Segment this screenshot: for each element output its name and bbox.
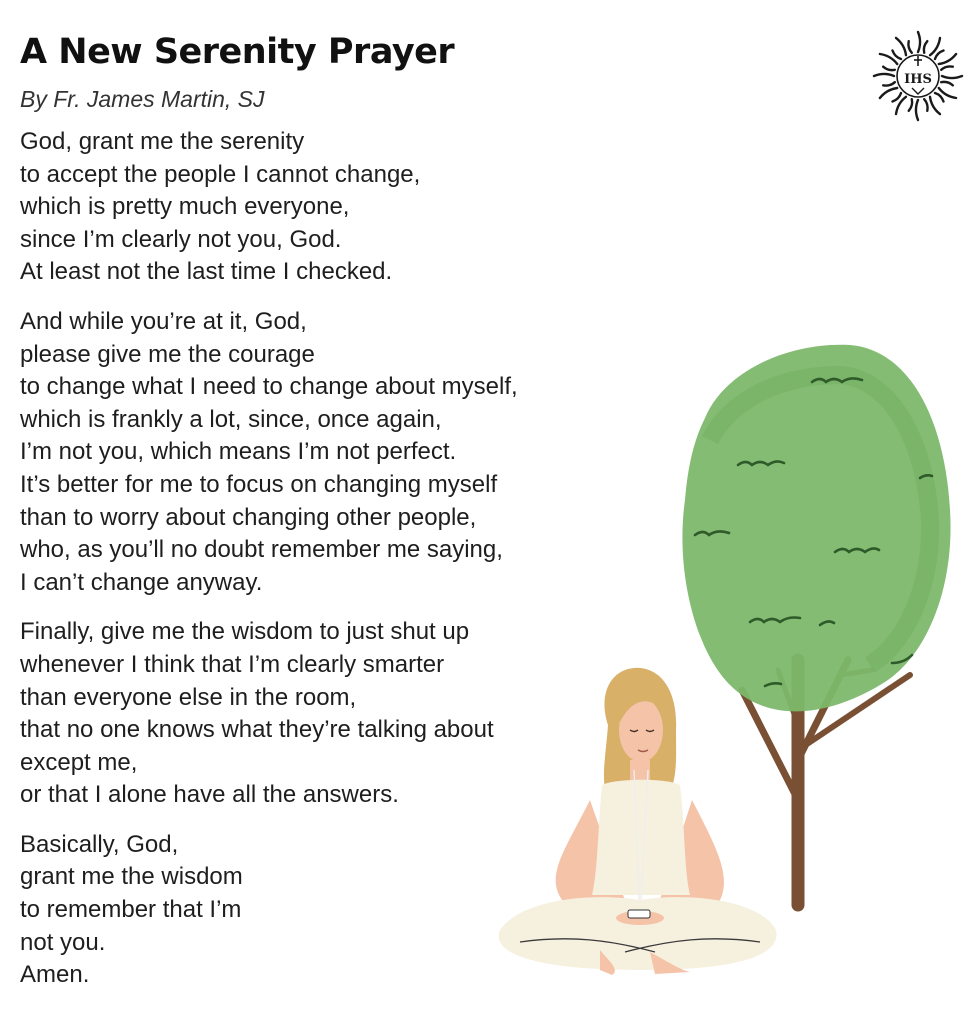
poem-line: to accept the people I cannot change, [20, 160, 421, 188]
poem-line: to change what I need to change about myself, [20, 373, 518, 401]
poem-line: who, as you’ll no doubt remember me saying, [20, 536, 503, 564]
poem-line: than everyone else in the room, [20, 683, 357, 711]
poem-line: I’m not you, which means I’m not perfect. [20, 438, 457, 466]
poem-line: than to worry about changing other people, [20, 503, 477, 531]
poem-line: God, grant me the serenity [20, 128, 305, 155]
poem-line: I can’t change anyway. [20, 568, 263, 596]
poem-line: Amen. [20, 961, 90, 989]
stanza-1 [20, 126, 518, 289]
poem-line: whenever I think that I’m clearly smarter [20, 650, 445, 678]
stanza-3 [20, 616, 518, 812]
byline: By Fr. James Martin, SJ [20, 86, 265, 112]
page-title: A New Serenity Prayer [20, 32, 455, 72]
poem-line: Finally, give me the wisdom to just shut up [20, 618, 470, 646]
poem-line: not you. [20, 928, 106, 956]
tree-icon [682, 345, 950, 905]
poem [20, 126, 518, 1009]
poem-line: since I’m clearly not you, God. [20, 225, 342, 253]
poem-line: or that I alone have all the answers. [20, 781, 399, 809]
poem-line: that no one knows what they’re talking about [20, 716, 494, 744]
poem-line: to remember that I’m [20, 896, 242, 924]
poem-line: which is frankly a lot, since, once again, [20, 405, 442, 433]
poem-line: grant me the wisdom [20, 863, 243, 891]
poem-line: which is pretty much everyone, [20, 193, 350, 221]
meditating-woman-icon [499, 668, 777, 975]
meditation-illustration [480, 330, 975, 1020]
stanza-2 [20, 306, 518, 599]
jesuit-seal-logo [872, 30, 964, 122]
poem-line: except me, [20, 748, 138, 776]
poem-line: It’s better for me to focus on changing myself [20, 470, 498, 498]
poem-line: please give me the courage [20, 340, 315, 368]
poem-line: At least not the last time I checked. [20, 258, 393, 286]
poem-line: Basically, God, [20, 830, 179, 858]
stanza-4 [20, 829, 518, 992]
poem-line: And while you’re at it, God, [20, 307, 307, 335]
logo-monogram: IHS [904, 72, 932, 87]
